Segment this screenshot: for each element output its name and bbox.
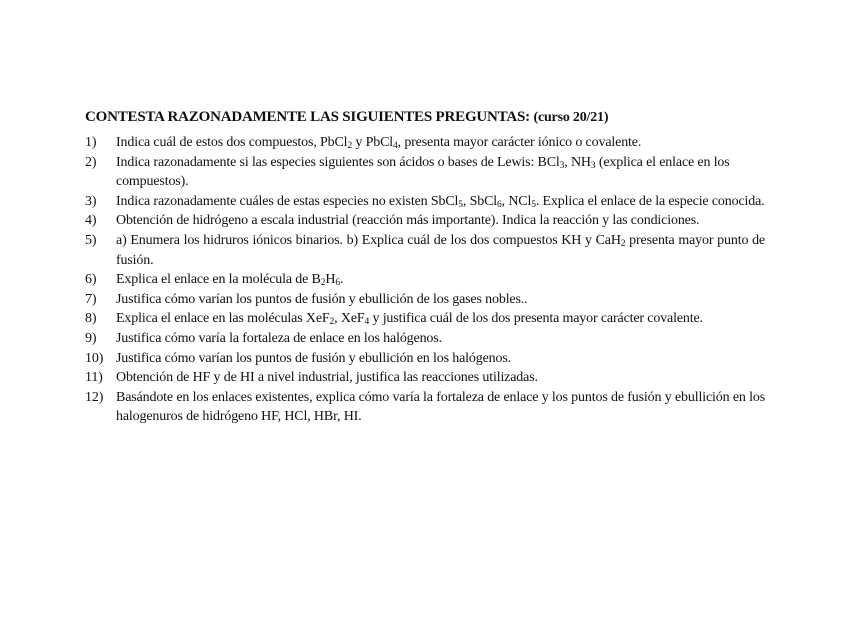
question-item-8 <box>85 309 765 329</box>
question-text: Basándote en los enlaces existentes, explica cómo varía la fortaleza de enlace y los puntos de fusión y ebullición en los halogenuros de hidrógeno HF, HCl, HBr, HI. <box>116 389 765 425</box>
question-text: Indica cuál de estos dos compuestos, PbCl$_2$ y PbCl$_4$, presenta mayor carácter iónico o covalente. <box>116 135 642 151</box>
question-item-3 <box>85 192 765 212</box>
question-number: 6) <box>85 272 97 288</box>
question-number: 9) <box>85 330 97 346</box>
question-item-1 <box>85 133 765 153</box>
question-text: Obtención de HF y de HI a nivel industrial, justifica las reacciones utilizadas. <box>116 370 538 386</box>
question-item-4 <box>85 211 765 231</box>
question-text: Obtención de hidrógeno a escala industrial (reacción más importante). Indica la reacción y las condiciones. <box>116 213 700 229</box>
question-list <box>85 133 765 427</box>
question-item-6 <box>85 270 765 290</box>
question-number: 4) <box>85 213 97 229</box>
question-text: Justifica cómo varían los puntos de fusión y ebullición de los gases nobles.. <box>116 291 528 307</box>
question-number: 11) <box>85 370 103 386</box>
question-item-2 <box>85 153 765 192</box>
document-page <box>85 108 765 427</box>
title-text: CONTESTA RAZONADAMENTE LAS SIGUIENTES PREGUNTAS: <box>85 109 530 125</box>
question-text: Indica razonadamente si las especies siguientes son ácidos o bases de Lewis: BCl$_3$, $NH_3$ (explica el enlace en los compuestos). <box>116 154 730 190</box>
question-number: 12) <box>85 389 104 405</box>
question-number: 1) <box>85 135 97 150</box>
question-text: Explica el enlace en la molécula de $B_2H_6$. <box>116 272 344 289</box>
question-text: Indica razonadamente cuáles de estas especies no existen SbCl$_5$, SbCl$_6$, NCl$_5$. Explica el enlace de la especie conocida. <box>116 193 765 210</box>
question-item-9 <box>85 329 765 349</box>
question-number: 10) <box>85 350 104 366</box>
question-item-5 <box>85 231 765 270</box>
question-number: 3) <box>85 193 97 209</box>
question-text: Justifica cómo varía la fortaleza de enlace en los halógenos. <box>116 330 442 346</box>
question-item-7 <box>85 290 765 310</box>
question-text: Explica el enlace en las moléculas XeF$_2$, XeF$_4$ y justifica cuál de los dos presenta mayor carácter covalente. <box>116 311 703 328</box>
course-label: (curso 20/21) <box>533 110 609 125</box>
question-number: 2) <box>85 154 97 170</box>
question-item-11 <box>85 368 765 388</box>
question-text: a) Enumera los hidruros iónicos binarios. b) Explica cuál de los dos compuestos KH y CaH$_2$ presenta mayor punto de fusión. <box>116 232 765 268</box>
question-number: 7) <box>85 291 97 307</box>
question-number: 8) <box>85 311 97 327</box>
page-title <box>85 108 765 127</box>
question-item-10 <box>85 349 765 369</box>
question-item-12 <box>85 388 765 427</box>
question-text: Justifica cómo varían los puntos de fusión y ebullición en los halógenos. <box>116 350 511 366</box>
question-number: 5) <box>85 232 97 248</box>
